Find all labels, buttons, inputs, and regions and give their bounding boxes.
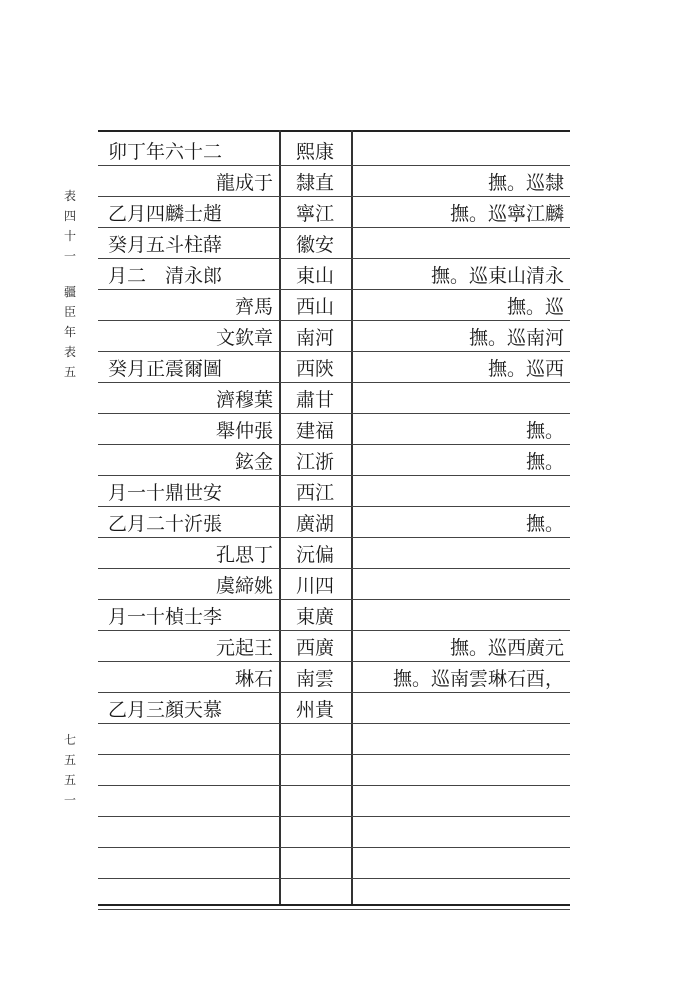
- page-number-char: 七: [63, 733, 76, 747]
- margin-char: 四: [63, 209, 76, 223]
- table-row: [98, 538, 570, 569]
- official-cell: 月一十鼎世安: [108, 481, 223, 504]
- title-cell: [356, 569, 564, 599]
- title-cell: [356, 693, 564, 723]
- table-row: [98, 600, 570, 631]
- margin-char: 疆: [63, 285, 76, 299]
- table-row: [98, 507, 570, 538]
- row-rule: [98, 909, 279, 910]
- table-row: [98, 693, 570, 724]
- title-cell: 撫。巡隸: [487, 171, 564, 194]
- title-cell: [356, 135, 564, 165]
- province-cell: 東廣: [295, 605, 334, 628]
- table-top-rule: [98, 130, 570, 132]
- official-cell: 舉仲張: [215, 419, 273, 442]
- official-cell: 癸月五斗柱薛: [108, 233, 223, 256]
- table-bottom-rule: [98, 904, 570, 906]
- table-row: [98, 476, 570, 507]
- province-cell: 寧江: [295, 202, 334, 225]
- title-cell: 撫。巡東山清永: [430, 264, 564, 287]
- title-cell: 撫。巡: [506, 295, 564, 318]
- margin-char: 五: [63, 365, 76, 379]
- table-row: [98, 228, 570, 259]
- province-cell: [284, 786, 346, 816]
- table-row: [98, 817, 570, 848]
- official-cell: 琳石: [234, 667, 273, 690]
- province-cell: 肅甘: [295, 388, 334, 411]
- province-cell: 川四: [295, 574, 334, 597]
- title-cell: [356, 476, 564, 506]
- table-row: [98, 848, 570, 879]
- title-cell: 撫。: [525, 512, 564, 535]
- province-cell: 隸直: [295, 171, 334, 194]
- margin-char: 臣: [63, 305, 76, 319]
- table-row: [98, 383, 570, 414]
- table-row: [98, 197, 570, 228]
- title-cell: [356, 817, 564, 847]
- row-rule: [351, 909, 570, 910]
- table-row: [98, 631, 570, 662]
- province-cell: 沅偏: [295, 543, 334, 566]
- margin-char: 十: [63, 229, 76, 243]
- row-rule: [279, 909, 351, 910]
- province-cell: [284, 848, 346, 878]
- margin-char: 表: [63, 189, 76, 203]
- table-row: [98, 755, 570, 786]
- title-cell: 撫。: [525, 450, 564, 473]
- province-cell: 東山: [295, 264, 334, 287]
- page-number-char: 五: [63, 753, 76, 767]
- province-cell: 南雲: [295, 667, 334, 690]
- page-number: [58, 730, 82, 810]
- title-cell: [356, 724, 564, 754]
- official-cell: [102, 848, 273, 878]
- page-number-char: 一: [63, 793, 76, 807]
- official-cell: 齊馬: [234, 295, 273, 318]
- official-cell: 月二 清永郎: [108, 264, 223, 287]
- title-cell: 撫。巡南雲琳石酉，: [392, 667, 564, 690]
- table-row: [98, 445, 570, 476]
- table-row: [98, 352, 570, 383]
- official-cell: 鉉金: [234, 450, 273, 473]
- province-cell: 廣湖: [295, 512, 334, 535]
- province-cell: 西山: [295, 295, 334, 318]
- table-row: [98, 662, 570, 693]
- official-cell: 文欽章: [215, 326, 273, 349]
- title-cell: 撫。巡西廣元: [449, 636, 564, 659]
- official-cell: 月一十楨士李: [108, 605, 223, 628]
- province-cell: [284, 724, 346, 754]
- province-cell: 建福: [295, 419, 334, 442]
- table-row: [98, 135, 570, 166]
- title-cell: [356, 755, 564, 785]
- title-cell: 撫。巡西: [487, 357, 564, 380]
- title-cell: 撫。巡南河: [468, 326, 564, 349]
- title-cell: [356, 786, 564, 816]
- province-cell: [284, 755, 346, 785]
- official-cell: 乙月四麟士趙: [108, 202, 223, 225]
- table-row: [98, 321, 570, 352]
- official-cell: [102, 724, 273, 754]
- province-cell: 西陝: [295, 357, 334, 380]
- province-cell: 熙康: [295, 140, 334, 163]
- official-cell: 癸月正震爾圖: [108, 357, 223, 380]
- margin-char: 一: [63, 249, 76, 263]
- margin-char: 年: [63, 325, 76, 339]
- province-cell: [284, 817, 346, 847]
- title-cell: 撫。: [525, 419, 564, 442]
- table-row: [98, 290, 570, 321]
- page-number-char: 五: [63, 773, 76, 787]
- official-cell: [102, 755, 273, 785]
- official-cell: 濟穆葉: [215, 388, 273, 411]
- province-cell: 州貴: [295, 698, 334, 721]
- official-cell: [102, 786, 273, 816]
- official-cell: 乙月二十沂張: [108, 512, 223, 535]
- table-row: [98, 786, 570, 817]
- margin-char: 表: [63, 345, 76, 359]
- table-row: [98, 166, 570, 197]
- table-row: [98, 724, 570, 755]
- official-cell: 元起王: [215, 636, 273, 659]
- official-cell: 龍成于: [215, 171, 273, 194]
- title-cell: [356, 848, 564, 878]
- title-cell: 撫。巡寧江麟: [449, 202, 564, 225]
- province-cell: 南河: [295, 326, 334, 349]
- official-cell: 乙月三顏天慕: [108, 698, 223, 721]
- official-cell: 孔思丁: [215, 543, 273, 566]
- table-row: [98, 414, 570, 445]
- official-cell: 虞締姚: [215, 574, 273, 597]
- province-cell: 西江: [295, 481, 334, 504]
- table-row: [98, 569, 570, 600]
- title-cell: [356, 538, 564, 568]
- province-cell: 西廣: [295, 636, 334, 659]
- title-cell: [356, 228, 564, 258]
- title-cell: [356, 600, 564, 630]
- table-row: [98, 259, 570, 290]
- title-cell: [356, 383, 564, 413]
- province-cell: 江浙: [295, 450, 334, 473]
- margin-label-top: [58, 186, 82, 382]
- official-cell: 卯丁年六十二: [108, 140, 223, 163]
- province-cell: 徽安: [295, 233, 334, 256]
- official-cell: [102, 817, 273, 847]
